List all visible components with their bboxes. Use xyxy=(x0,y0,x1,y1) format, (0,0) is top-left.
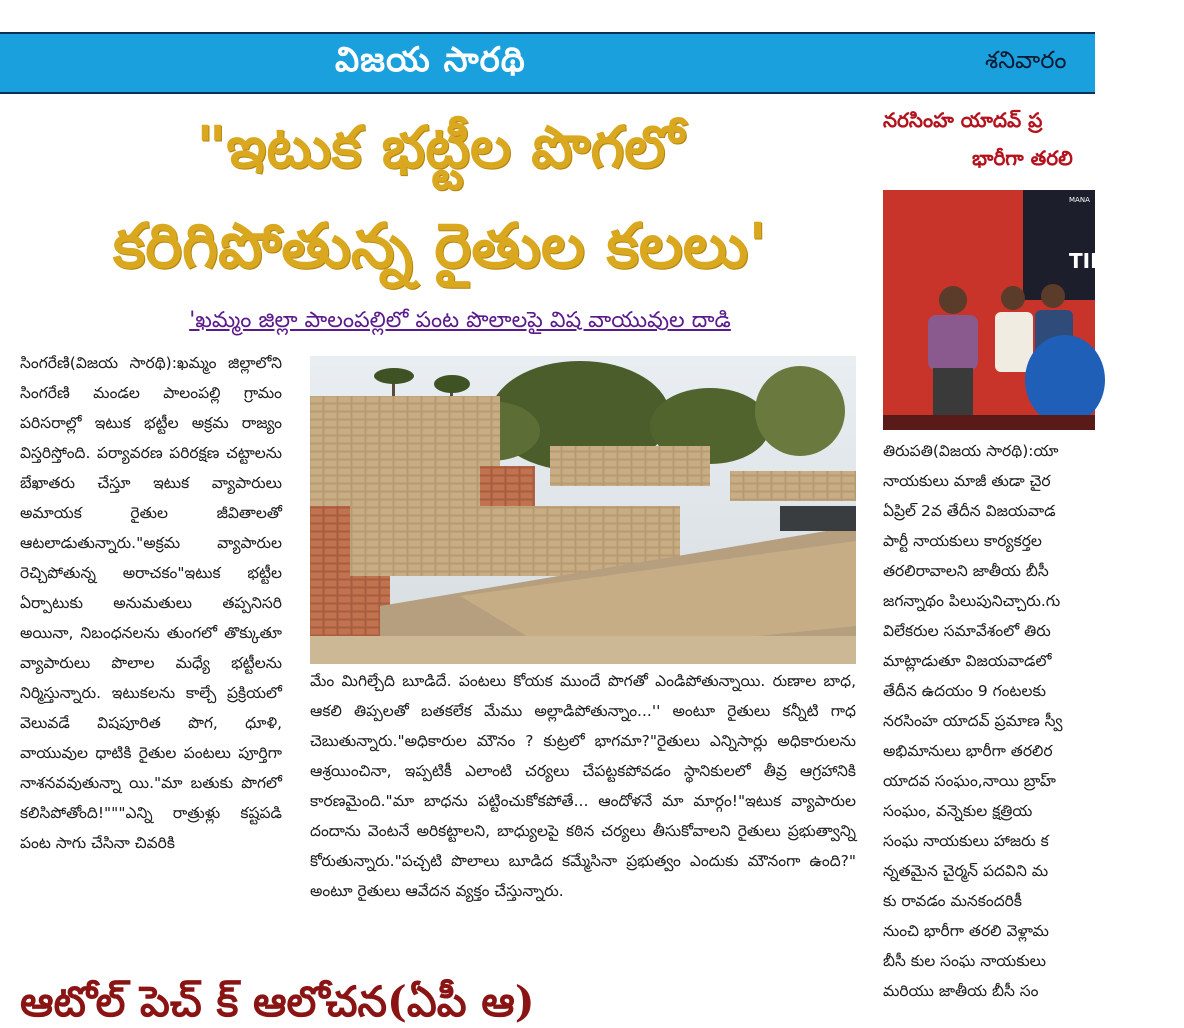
article-text-mid: మేం మిగిల్చేది బూడిదే. పంటలు కోయక ముందే పొగతో ఎండిపోతున్నాయి. రుణాల బాధ, ఆకలి తిప్పలతో బతకలేక మేము అల్లాడిపోతున్నాం...'' అంటూ రైతులు కన్నీటి గాధ చెబుతున్నారు."అధికారుల మౌనం ? కుట్రలో భాగమా?"రైతులు ఎన్నిసార్లు అధికారులను ఆశ్రయించినా, ఇప్పటికీ ఎలాంటి చర్యలు చేపట్టకపోవడం స్థానికులలో తీవ్ర ఆగ్రహానికి కారణమైంది."మా బాధను పట్టించుకోకపోతే... ఆందోళనే మా మార్గం!"ఇటుక వ్యాపారుల దందాను వెంటనే అరికట్టాలని, బాధ్యులపై కఠిన చర్యలు తీసుకోవాలని రైతులు ప్రభుత్వాన్ని కోరుతున్నారు."పచ్చటి పొలాలు బూడిద కమ్మేసినా ప్రభుత్వం ఎందుకు మౌనంగా ఉంది?" అంటూ రైతులు ఆవేదన వ్యక్తం చేస్తున్నారు. xyxy=(310,672,856,900)
side-line: యాదవ సంఘం,నాయి బ్రాహ్ xyxy=(883,772,1056,790)
brick-kiln-photo xyxy=(310,356,856,664)
main-headline-line1: "ఇటుక భట్టీల పొగలో xyxy=(196,113,684,181)
press-meet-illustration xyxy=(883,190,1122,430)
banner-small-text: MANA xyxy=(1069,196,1090,204)
main-headline-line2: కరిగిపోతున్న రైతుల కలలు' xyxy=(112,209,768,282)
side-headline-line2: భారీగా తరలి xyxy=(972,146,1073,170)
side-headline-line1: నరసింహ యాదవ్ ప్ర xyxy=(883,108,1043,132)
article-column-left xyxy=(20,348,282,980)
side-line: సంఘం, వన్నెకుల క్షత్రియ xyxy=(883,802,1033,820)
side-line: అభిమానులు భారీగా తరలిర xyxy=(883,742,1053,760)
article-text-left: సింగరేణి(విజయ సారథి):ఖమ్మం జిల్లాలోని సింగరేణి మండల పాలంపల్లి గ్రామం పరిసరాల్లో ఇటుక భట్టీల అక్రమ రాజ్యం విస్తరిస్తోంది. పర్యావరణ పరిరక్షణ చట్టాలను బేఖాతరు చేస్తూ ఇటుక వ్యాపారులు అమాయక రైతుల జీవితాలతో ఆటలాడుతున్నారు."అక్రమ వ్యాపారుల రెచ్చిపోతున్న అరాచకం"ఇటుక భట్టీల ఏర్పాటుకు అనుమతులు తప్పనిసరి అయినా, నిబంధనలను తుంగలో తొక్కుతూ వ్యాపారులు పొలాల మధ్యే భట్టీలను నిర్మిస్తున్నారు. ఇటుకలను కాల్చే ప్రక్రియలో వెలువడే విషపూరిత పొగ, ధూళి, వాయువుల ధాటికి రైతుల పంటలు పూర్తిగా నాశనవవుతున్నా యి."మా బతుకు పొగలో కలిసిపోతోంది!"""ఎన్ని రాత్రుళ్లు కష్టపడి పంట సాగు చేసినా చివరికి xyxy=(20,354,282,852)
side-line: తరలిరావాలని జాతీయ బీసీ xyxy=(883,562,1049,580)
brick-kiln-illustration xyxy=(310,356,856,664)
side-line: కు రావడం మనకందరికీ xyxy=(883,892,1022,910)
side-line: తిరుపతి(విజయ సారథి):యా xyxy=(883,442,1059,460)
bottom-headline: ఆటోల్ పెచ్ క్ ఆలోచన(ఏపీ ఆ) xyxy=(20,977,535,1026)
masthead-title: విజయ సారథి xyxy=(335,40,526,80)
side-line: ఏప్రిల్ 2వ తేదీన విజయవాడ xyxy=(883,502,1056,520)
side-line: సంఘ నాయకులు హాజరు క xyxy=(883,832,1049,850)
press-meet-photo xyxy=(883,190,1122,430)
side-line: నరసింహ యాదవ్ ప్రమాణ స్వీ xyxy=(883,712,1063,730)
masthead-day: శనివారం xyxy=(985,46,1067,74)
side-line: మరియు జాతీయ బీసీ సం xyxy=(883,982,1039,1000)
article-column-mid xyxy=(310,666,856,972)
side-line: మాట్లాడుతూ విజయవాడలో xyxy=(883,652,1052,670)
side-line: పార్టీ నాయకులు కార్యకర్తల xyxy=(883,532,1042,550)
masthead-band xyxy=(0,32,1095,94)
side-line: నుంచి భారీగా తరలి వెళ్లామ xyxy=(883,922,1049,940)
side-line: జగన్నాథం పిలుపునిచ్చారు.గు xyxy=(883,592,1061,610)
side-line: విలేకరుల సమావేశంలో తిరు xyxy=(883,622,1051,640)
side-line: నాయకులు మాజీ తుడా చైర xyxy=(883,472,1051,490)
side-line: న్నతమైన చైర్మన్ పదవిని మ xyxy=(883,862,1049,880)
banner-text: TIRU xyxy=(1069,249,1122,273)
side-line: బీసీ కుల సంఘ నాయకులు xyxy=(883,952,1047,970)
side-line: తేదీన ఉదయం 9 గంటలకు xyxy=(883,682,1046,700)
side-article-column xyxy=(883,436,1095,1013)
main-subheadline: 'ఖమ్మం జిల్లా పాలంపల్లిలో పంట పొలాలపై విష వాయువుల దాడి xyxy=(189,308,731,333)
